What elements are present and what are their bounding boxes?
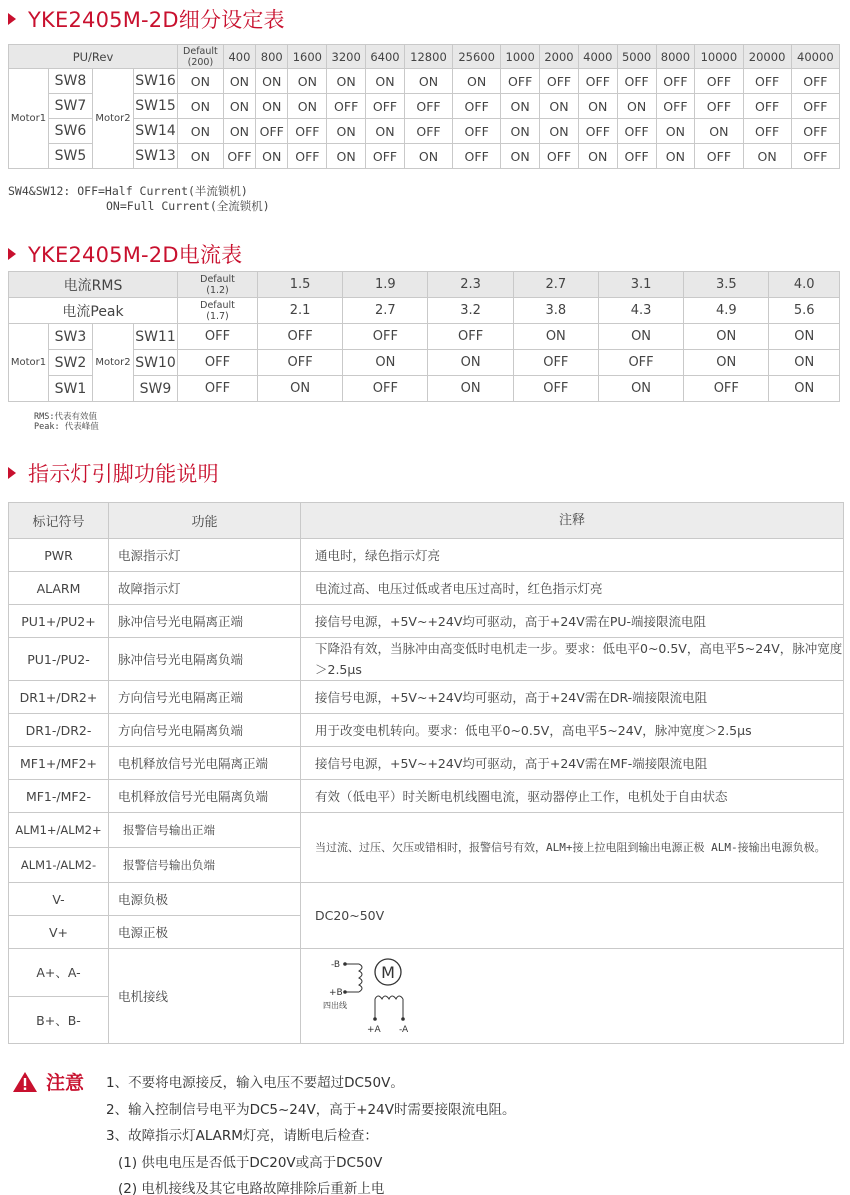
table-row xyxy=(9,780,844,813)
switch-state-cell: OFF xyxy=(598,350,683,376)
motor2-label: Motor2 xyxy=(93,324,134,402)
switch2-label: SW15 xyxy=(134,94,178,119)
switch1-label: SW3 xyxy=(49,324,93,350)
table-row xyxy=(9,144,840,169)
pulse-header-cell: 400 xyxy=(223,45,255,69)
pin-note: 有效（低电平）时关断电机线圈电流，驱动器停止工作，电机处于自由状态 xyxy=(301,780,844,813)
peak-value-cell: 2.7 xyxy=(343,298,428,324)
switch-state-cell: ON xyxy=(695,119,743,144)
section1-title: YKE2405M-2D细分设定表 xyxy=(8,4,285,34)
pin-function: 电源负极 xyxy=(109,883,301,916)
pin-symbol: PU1+/PU2+ xyxy=(9,605,109,638)
pin-note: 下降沿有效，当脉冲由高变低时电机走一步。要求：低电平0~0.5V，高电平5~24V，脉冲宽度＞2.5μs xyxy=(301,638,844,681)
pin-function: 报警信号输出正端 xyxy=(109,813,301,848)
pulse-header-cell: 800 xyxy=(256,45,288,69)
pin-function: 脉冲信号光电隔离负端 xyxy=(109,638,301,681)
switch-state-cell: OFF xyxy=(513,350,598,376)
four-wire-label: 四出线 xyxy=(323,1001,347,1010)
switch-state-cell: ON xyxy=(513,324,598,350)
switch-state-cell: ON xyxy=(178,119,224,144)
microstep-table xyxy=(8,44,840,169)
b-neg-label: -B xyxy=(331,960,341,970)
switch-state-cell: ON xyxy=(178,144,224,169)
warning-item: 1、不要将电源接反，输入电压不要超过DC50V。 xyxy=(106,1075,404,1091)
warning-list xyxy=(106,1070,515,1195)
switch-state-cell: ON xyxy=(656,119,695,144)
switch-state-cell: OFF xyxy=(223,144,255,169)
pulse-header-cell: 25600 xyxy=(453,45,501,69)
pulse-header-cell: 6400 xyxy=(366,45,405,69)
rms-peak-note: RMS:代表有效值 Peak: 代表峰值 xyxy=(34,412,99,432)
section3-title: 指示灯引脚功能说明 xyxy=(8,458,219,488)
pulse-header-cell: 3200 xyxy=(327,45,366,69)
switch-state-cell: OFF xyxy=(343,324,428,350)
switch-state-cell: ON xyxy=(453,69,501,94)
switch-state-cell: ON xyxy=(769,376,840,402)
switch1-label: SW7 xyxy=(49,94,93,119)
section2-title: YKE2405M-2D电流表 xyxy=(8,239,242,269)
switch-state-cell: ON xyxy=(366,69,405,94)
switch-state-cell: OFF xyxy=(178,376,258,402)
pin-symbol: DR1-/DR2- xyxy=(9,714,109,747)
pulse-header-cell: 2000 xyxy=(540,45,579,69)
switch-state-cell: OFF xyxy=(578,119,617,144)
switch2-label: SW13 xyxy=(134,144,178,169)
rms-value-cell: 1.9 xyxy=(343,272,428,298)
switch-state-cell: ON xyxy=(578,94,617,119)
switch-state-cell: OFF xyxy=(288,144,327,169)
switch-state-cell: ON xyxy=(327,69,366,94)
table-row xyxy=(9,69,840,94)
triangle-bullet-icon xyxy=(8,467,16,479)
pin-function: 报警信号输出负端 xyxy=(109,848,301,883)
table-row xyxy=(9,638,844,681)
switch-state-cell: ON xyxy=(366,119,405,144)
switch2-label: SW9 xyxy=(134,376,178,402)
motor-label: M xyxy=(381,963,395,982)
table-row xyxy=(9,813,844,848)
pin-function: 故障指示灯 xyxy=(109,572,301,605)
pin-symbol: B+、B- xyxy=(9,996,109,1044)
pin-symbol: ALM1-/ALM2- xyxy=(9,848,109,883)
pulse-header-cell: 8000 xyxy=(656,45,695,69)
switch1-label: SW5 xyxy=(49,144,93,169)
switch-state-cell: OFF xyxy=(366,144,405,169)
current-mode-note: SW4&SW12: OFF=Half Current(半流锁机) ON=Full Current(全流锁机) xyxy=(8,184,270,213)
switch-state-cell: ON xyxy=(428,376,513,402)
switch2-label: SW11 xyxy=(134,324,178,350)
switch-state-cell: OFF xyxy=(178,324,258,350)
switch-state-cell: OFF xyxy=(743,119,791,144)
pin-note: 用于改变电机转向。要求：低电平0~0.5V，高电平5~24V，脉冲宽度＞2.5μs xyxy=(301,714,844,747)
switch-state-cell: OFF xyxy=(453,144,501,169)
peak-value-cell: 2.1 xyxy=(258,298,343,324)
pulse-header-cell: 20000 xyxy=(743,45,791,69)
switch-state-cell: ON xyxy=(656,144,695,169)
switch-state-cell: ON xyxy=(327,144,366,169)
switch-state-cell: ON xyxy=(428,350,513,376)
table-row xyxy=(9,376,840,402)
switch-state-cell: ON xyxy=(684,324,769,350)
switch-state-cell: ON xyxy=(327,119,366,144)
pin-symbol: ALARM xyxy=(9,572,109,605)
table-row xyxy=(9,605,844,638)
rms-value-cell: 4.0 xyxy=(769,272,840,298)
switch-state-cell: OFF xyxy=(540,144,579,169)
pulse-header-cell: 40000 xyxy=(791,45,839,69)
rms-value-cell: 1.5 xyxy=(258,272,343,298)
switch-state-cell: ON xyxy=(288,94,327,119)
rms-default-cell: Default (1.2) xyxy=(178,272,258,298)
switch-state-cell: OFF xyxy=(327,94,366,119)
peak-default-cell: Default (1.7) xyxy=(178,298,258,324)
pin-symbol: ALM1+/ALM2+ xyxy=(9,813,109,848)
pin-symbol: PU1-/PU2- xyxy=(9,638,109,681)
switch-state-cell: ON xyxy=(617,94,656,119)
switch-state-cell: ON xyxy=(501,94,540,119)
switch-state-cell: ON xyxy=(540,119,579,144)
switch-state-cell: OFF xyxy=(791,94,839,119)
pin-note: DC20~50V xyxy=(301,883,844,949)
rms-value-cell: 3.1 xyxy=(598,272,683,298)
switch-state-cell: OFF xyxy=(258,350,343,376)
pin-function: 方向信号光电隔离负端 xyxy=(109,714,301,747)
pin-function: 电机释放信号光电隔离负端 xyxy=(109,780,301,813)
switch-state-cell: OFF xyxy=(743,69,791,94)
switch-state-cell: OFF xyxy=(178,350,258,376)
peak-value-cell: 5.6 xyxy=(769,298,840,324)
warning-subitem: (1) 供电电压是否低于DC20V或高于DC50V xyxy=(118,1154,383,1171)
pulse-header-cell: 1600 xyxy=(288,45,327,69)
table-row xyxy=(9,883,844,916)
switch1-label: SW8 xyxy=(49,69,93,94)
motor1-label: Motor1 xyxy=(9,324,49,402)
switch-state-cell: ON xyxy=(743,144,791,169)
switch-state-cell: ON xyxy=(343,350,428,376)
pin-symbol: DR1+/DR2+ xyxy=(9,681,109,714)
pin-function: 电源正极 xyxy=(109,916,301,949)
b-pos-label: +B xyxy=(329,988,343,998)
pin-function: 电机接线 xyxy=(109,949,301,1044)
switch-state-cell: ON xyxy=(288,69,327,94)
pin-function: 电机释放信号光电隔离正端 xyxy=(109,747,301,780)
switch-state-cell: ON xyxy=(178,94,224,119)
table-row xyxy=(9,572,844,605)
motor-wiring-diagram xyxy=(301,949,844,1044)
warning-item: 2、输入控制信号电平为DC5~24V，高于+24V时需要接限流电阻。 xyxy=(106,1101,516,1118)
switch-state-cell: OFF xyxy=(256,119,288,144)
peak-value-cell: 4.3 xyxy=(598,298,683,324)
switch-state-cell: OFF xyxy=(695,94,743,119)
a-neg-label: -A xyxy=(399,1025,409,1035)
switch-state-cell: ON xyxy=(769,350,840,376)
pulse-header-cell: 1000 xyxy=(501,45,540,69)
switch-state-cell: OFF xyxy=(617,144,656,169)
warning-item: 3、故障指示灯ALARM灯亮，请断电后检查： xyxy=(106,1128,378,1144)
current-table xyxy=(8,271,840,402)
a-pos-label: +A xyxy=(367,1025,381,1035)
switch-state-cell: ON xyxy=(684,350,769,376)
pin-note: 接信号电源，+5V~+24V均可驱动，高于+24V需在PU-端接限流电阻 xyxy=(301,605,844,638)
table-row xyxy=(9,949,844,997)
table-row xyxy=(9,747,844,780)
pulse-header-cell: 12800 xyxy=(404,45,452,69)
switch-state-cell: ON xyxy=(404,144,452,169)
switch-state-cell: OFF xyxy=(453,94,501,119)
switch-state-cell: ON xyxy=(501,144,540,169)
pin-symbol: PWR xyxy=(9,539,109,572)
table-row xyxy=(9,714,844,747)
pin-function: 脉冲信号光电隔离正端 xyxy=(109,605,301,638)
switch-state-cell: ON xyxy=(258,376,343,402)
switch-state-cell: OFF xyxy=(695,69,743,94)
pin-note: 接信号电源，+5V~+24V均可驱动，高于+24V需在DR-端接限流电阻 xyxy=(301,681,844,714)
pin-note: 当过流、过压、欠压或错相时，报警信号有效，ALM+接上拉电阻到输出电源正极 ALM-接输出电源负极。 xyxy=(301,813,844,883)
switch-state-cell: OFF xyxy=(540,69,579,94)
switch-state-cell: ON xyxy=(501,119,540,144)
pin-symbol: MF1+/MF2+ xyxy=(9,747,109,780)
switch-state-cell: ON xyxy=(223,69,255,94)
pulse-header-cell: 5000 xyxy=(617,45,656,69)
pin-note: 接信号电源，+5V~+24V均可驱动，高于+24V需在MF-端接限流电阻 xyxy=(301,747,844,780)
switch-state-cell: OFF xyxy=(617,69,656,94)
rms-value-cell: 2.7 xyxy=(513,272,598,298)
pin-function: 方向信号光电隔离正端 xyxy=(109,681,301,714)
switch-state-cell: ON xyxy=(769,324,840,350)
switch1-label: SW6 xyxy=(49,119,93,144)
switch-state-cell: ON xyxy=(223,94,255,119)
triangle-bullet-icon xyxy=(8,248,16,260)
switch-state-cell: OFF xyxy=(258,324,343,350)
table-header-row: 标记符号 功能 注释 xyxy=(9,503,844,539)
table-row xyxy=(9,681,844,714)
motor-wiring-diagram-svg xyxy=(315,953,455,1037)
switch2-label: SW10 xyxy=(134,350,178,376)
switch-state-cell: ON xyxy=(598,376,683,402)
pulse-header-cell: 10000 xyxy=(695,45,743,69)
default-pulse-cell: Default (200) xyxy=(178,45,224,69)
table-row xyxy=(9,94,840,119)
pin-function-table xyxy=(8,502,844,1044)
switch-state-cell: ON xyxy=(256,144,288,169)
switch-state-cell: ON xyxy=(178,69,224,94)
switch-state-cell: ON xyxy=(256,94,288,119)
table-row xyxy=(9,350,840,376)
motor2-label: Motor2 xyxy=(93,69,134,169)
switch-state-cell: ON xyxy=(578,144,617,169)
switch-state-cell: OFF xyxy=(404,119,452,144)
switch2-label: SW16 xyxy=(134,69,178,94)
switch-state-cell: OFF xyxy=(791,144,839,169)
switch-state-cell: OFF xyxy=(404,94,452,119)
warning-icon xyxy=(12,1071,38,1093)
switch-state-cell: ON xyxy=(540,94,579,119)
switch-state-cell: ON xyxy=(223,119,255,144)
pu-rev-label: PU/Rev xyxy=(9,45,178,69)
pin-function: 电源指示灯 xyxy=(109,539,301,572)
peak-value-cell: 3.2 xyxy=(428,298,513,324)
switch-state-cell: OFF xyxy=(695,144,743,169)
peak-label: 电流Peak xyxy=(9,298,178,324)
table-row xyxy=(9,539,844,572)
pin-symbol: V- xyxy=(9,883,109,916)
switch-state-cell: OFF xyxy=(617,119,656,144)
switch-state-cell: OFF xyxy=(453,119,501,144)
peak-row xyxy=(9,298,840,324)
switch-state-cell: OFF xyxy=(501,69,540,94)
motor1-label: Motor1 xyxy=(9,69,49,169)
table-row xyxy=(9,119,840,144)
switch-state-cell: ON xyxy=(598,324,683,350)
switch2-label: SW14 xyxy=(134,119,178,144)
switch-state-cell: OFF xyxy=(791,69,839,94)
switch-state-cell: OFF xyxy=(343,376,428,402)
table-row xyxy=(9,324,840,350)
switch-state-cell: OFF xyxy=(743,94,791,119)
pulse-header-cell: 4000 xyxy=(578,45,617,69)
triangle-bullet-icon xyxy=(8,13,16,25)
warning-subitem: (2) 电机接线及其它电路故障排除后重新上电 xyxy=(118,1181,385,1195)
rms-row xyxy=(9,272,840,298)
pin-note: 通电时，绿色指示灯亮 xyxy=(301,539,844,572)
peak-value-cell: 3.8 xyxy=(513,298,598,324)
rms-label: 电流RMS xyxy=(9,272,178,298)
switch1-label: SW2 xyxy=(49,350,93,376)
rms-value-cell: 3.5 xyxy=(684,272,769,298)
pin-symbol: V+ xyxy=(9,916,109,949)
switch-state-cell: OFF xyxy=(513,376,598,402)
switch1-label: SW1 xyxy=(49,376,93,402)
switch-state-cell: OFF xyxy=(366,94,405,119)
table-header-row xyxy=(9,45,840,69)
pin-note: 电流过高、电压过低或者电压过高时，红色指示灯亮 xyxy=(301,572,844,605)
switch-state-cell: OFF xyxy=(684,376,769,402)
switch-state-cell: ON xyxy=(256,69,288,94)
switch-state-cell: OFF xyxy=(791,119,839,144)
rms-value-cell: 2.3 xyxy=(428,272,513,298)
peak-value-cell: 4.9 xyxy=(684,298,769,324)
switch-state-cell: OFF xyxy=(656,69,695,94)
pin-symbol: A+、A- xyxy=(9,949,109,997)
switch-state-cell: OFF xyxy=(288,119,327,144)
pin-symbol: MF1-/MF2- xyxy=(9,780,109,813)
switch-state-cell: OFF xyxy=(578,69,617,94)
switch-state-cell: OFF xyxy=(428,324,513,350)
switch-state-cell: ON xyxy=(404,69,452,94)
switch-state-cell: OFF xyxy=(656,94,695,119)
warning-title: 注意 xyxy=(12,1068,84,1095)
